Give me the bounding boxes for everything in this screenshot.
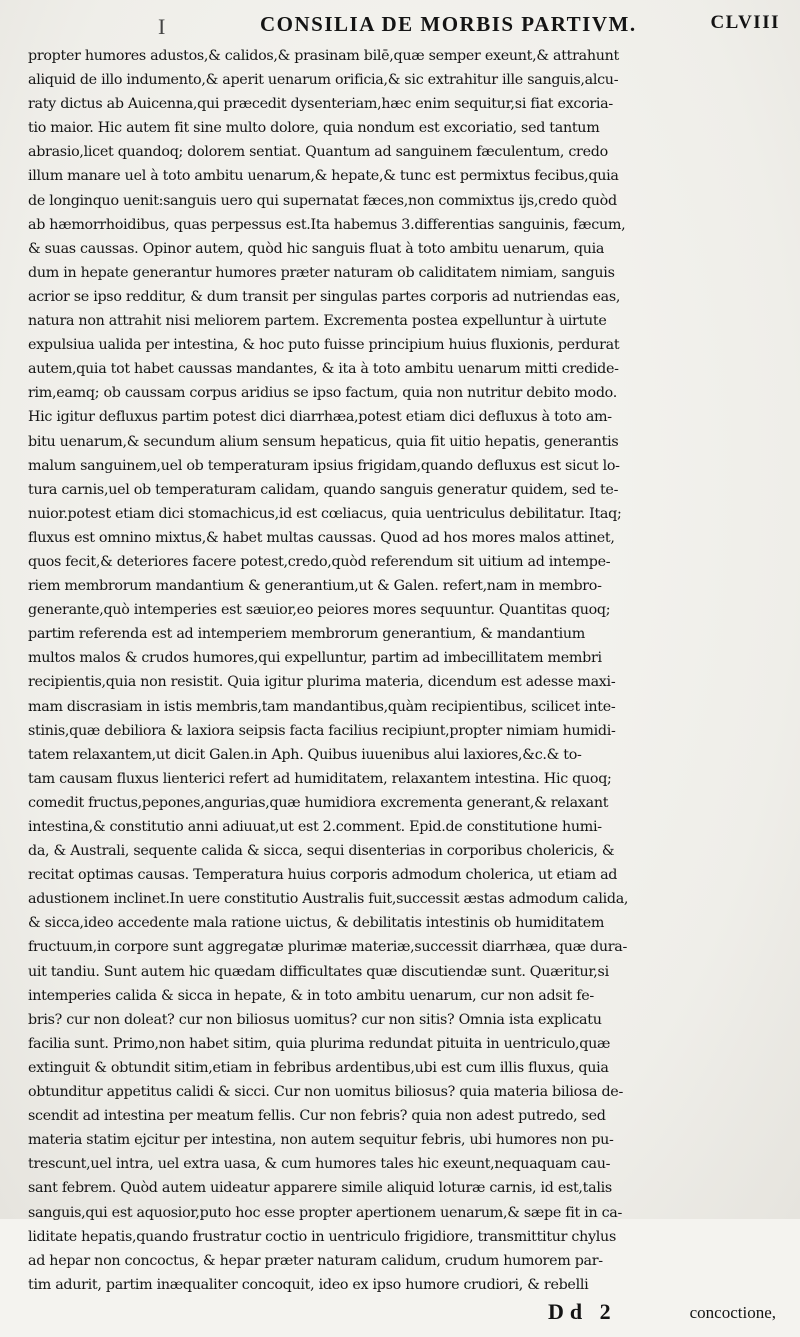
text-line: quos fecit,& deteriores facere potest,credo,quòd referendum sit uitium ad intempe- — [28, 553, 611, 570]
text-line: tam causam fluxus lienterici refert ad humiditatem, relaxantem intestina. Hic quoq; — [28, 770, 612, 787]
text-line: ad hepar non concoctus, & hepar præter naturam calidum, crudum humorem par- — [28, 1252, 603, 1269]
text-line: adustionem inclinet.In uere constitutio Australis fuit,successit æstas admodum calida, — [28, 891, 629, 908]
text-line: Hic igitur defluxus partim potest dici diarrhæa,potest etiam dici defluxus à toto am- — [28, 409, 612, 426]
text-line: recitat optimas causas. Temperatura huius corporis admodum cholerica, ut etiam ad — [28, 867, 618, 884]
page-footer — [28, 1297, 786, 1337]
text-line: illum manare uel à toto ambitu uenarum,& hepate,& tunc est permixtus fecibus,quia — [28, 168, 619, 185]
folio-number: CLVIII — [710, 12, 780, 33]
text-line: bris? cur non doleat? cur non biliosus uomitus? cur non sitis? Omnia ista explicatu — [28, 1011, 602, 1028]
text-line: mam discrasiam in istis membris,tam mandantibus,quàm recipientibus, scilicet inte- — [28, 698, 616, 715]
text-line: fluxus est omnino mixtus,& habet multas caussas. Quod ad hos mores malos attinet, — [28, 529, 615, 546]
text-line: abrasio,licet quandoq; dolorem sentiat. Quantum ad sanguinem fæculentum, credo — [28, 144, 608, 161]
text-line: obtunditur appetitus calidi & sicci. Cur non uomitus biliosus? quia materia biliosa de- — [28, 1084, 623, 1101]
text-line: tim adurit, partim inæqualiter concoquit, ideo ex ipso humore crudiori, & rebelli — [28, 1276, 589, 1293]
text-line: expulsiua ualida per intestina, & hoc puto fuisse principium huius fluxionis, perdurat — [28, 337, 620, 354]
text-line: extinguit & obtundit sitim,etiam in febribus ardentibus,ubi est cum illis fluxus, quia — [28, 1059, 609, 1076]
text-line: autem,quia tot habet caussas mandantes, & ita à toto ambitu uenarum mitti credide- — [28, 361, 619, 378]
text-line: rim,eamq; ob caussam corpus aridius se ipso factum, quia non nutritur debito modo. — [28, 385, 617, 402]
page-header — [28, 8, 786, 44]
text-line: recipientis,quia non resistit. Quia igitur plurima materia, dicendum est adesse maxi- — [28, 674, 616, 691]
text-line: facilia sunt. Primo,non habet sitim, quia plurima redundat pituita in uentriculo,quæ — [28, 1035, 611, 1052]
text-line: scendit ad intestina per meatum fellis. Cur non febris? quia non adest putredo, sed — [28, 1108, 606, 1125]
text-line: raty dictus ab Auicenna,qui præcedit dysenteriam,hæc enim sequitur,si fiat excoria- — [28, 96, 613, 113]
text-line: uit tandiu. Sunt autem hic quædam difficultates quæ discutiendæ sunt. Quæritur,si — [28, 963, 609, 980]
header-mark: I — [158, 14, 167, 39]
text-line: de longinquo uenit:sanguis uero qui supernatat fæces,non commixtus ijs,credo quòd — [28, 192, 617, 209]
text-line: riem membrorum mandantium & generantium,ut & Galen. refert,nam in membro- — [28, 578, 602, 595]
text-line: da, & Australi, sequente calida & sicca, sequi disenterias in corporibus cholericis, & — [28, 843, 615, 860]
text-line: fructuum,in corpore sunt aggregatæ plurimæ materiæ,successit diarrhæa, quæ dura- — [28, 939, 628, 956]
text-line: tura carnis,uel ob temperaturam calidam, quando sanguis generatur quidem, sed te- — [28, 481, 619, 498]
text-line: aliquid de illo indumento,& aperit uenarum orificia,& sic extrahitur ille sanguis,alcu- — [28, 72, 619, 89]
text-line: tio maior. Hic autem fit sine multo dolore, quia nondum est excoriatio, sed tantum — [28, 120, 600, 137]
text-line: sant febrem. Quòd autem uideatur apparere simile aliquid loturæ carnis, id est,talis — [28, 1180, 612, 1197]
text-line: & sicca,ideo accedente mala ratione uictus, & debilitatis intestinis ob humiditatem — [28, 915, 605, 932]
text-line: generante,quò intemperies est sæuior,eo peiores mores sequuntur. Quantitas quoq; — [28, 602, 611, 619]
text-line: natura non attrahit nisi meliorem partem. Excrementa postea expelluntur à uirtute — [28, 313, 607, 330]
text-line: bitu uenarum,& secundum alium sensum hepaticus, quia fit uitio hepatis, generantis — [28, 433, 619, 450]
text-line: materia statim ejcitur per intestina, non autem sequitur febris, ubi humores non pu- — [28, 1132, 614, 1149]
text-line: trescunt,uel intra, uel extra uasa, & cum humores tales hic exeunt,nequaquam cau- — [28, 1156, 611, 1173]
text-line: malum sanguinem,uel ob temperaturam ipsius frigidam,quando defluxus est sicut lo- — [28, 457, 620, 474]
signature-mark: Dd 2 — [548, 1298, 617, 1324]
text-line: multos malos & crudos humores,qui expelluntur, partim ad imbecillitatem membri — [28, 650, 602, 667]
text-line: intemperies calida & sicca in hepate, & in toto ambitu uenarum, cur non adsit fe- — [28, 987, 594, 1004]
catchword: concoctione, — [689, 1302, 776, 1322]
text-line: tatem relaxantem,ut dicit Galen.in Aph. Quibus iuuenibus alui laxiores,&c.& to- — [28, 746, 582, 763]
text-line: sanguis,qui est aquosior,puto hoc esse propter apertionem uenarum,& sæpe fit in ca- — [28, 1204, 623, 1221]
text-line: propter humores adustos,& calidos,& prasinam bilē,quæ semper exeunt,& attrahunt — [28, 48, 619, 64]
running-title: CONSILIA DE MORBIS PARTIVM. — [260, 12, 637, 36]
text-line: comedit fructus,pepones,angurias,quæ humidiora excrementa generant,& relaxant — [28, 794, 609, 811]
text-line: ab hæmorrhoidibus, quas perpessus est.Ita habemus 3.differentias sanguinis, fæcum, — [28, 216, 626, 233]
text-line: nuior.potest etiam dici stomachicus,id est cœliacus, quia uentriculus debilitatur. Itaq; — [28, 505, 622, 522]
text-line: intestina,& constitutio anni adiuuat,ut est 2.comment. Epid.de constitutione humi- — [28, 819, 602, 835]
text-line: partim referenda est ad intemperiem membrorum generantium, & mandantium — [28, 626, 586, 643]
text-line: liditate hepatis,quando frustratur coctio in uentriculo frigidiore, transmittitur chylus — [28, 1228, 616, 1245]
text-line: stinis,quæ debiliora & laxiora seipsis facta facilius recipiunt,propter nimiam humidi- — [28, 722, 616, 739]
text-line: & suas caussas. Opinor autem, quòd hic sanguis fluat à toto ambitu uenarum, quia — [28, 240, 605, 257]
text-line: acrior se ipso redditur, & dum transit per singulas partes corporis ad nutriendas eas, — [28, 288, 621, 305]
body-text — [28, 44, 786, 1297]
text-line: dum in hepate generantur humores præter naturam ob caliditatem nimiam, sanguis — [28, 264, 615, 281]
